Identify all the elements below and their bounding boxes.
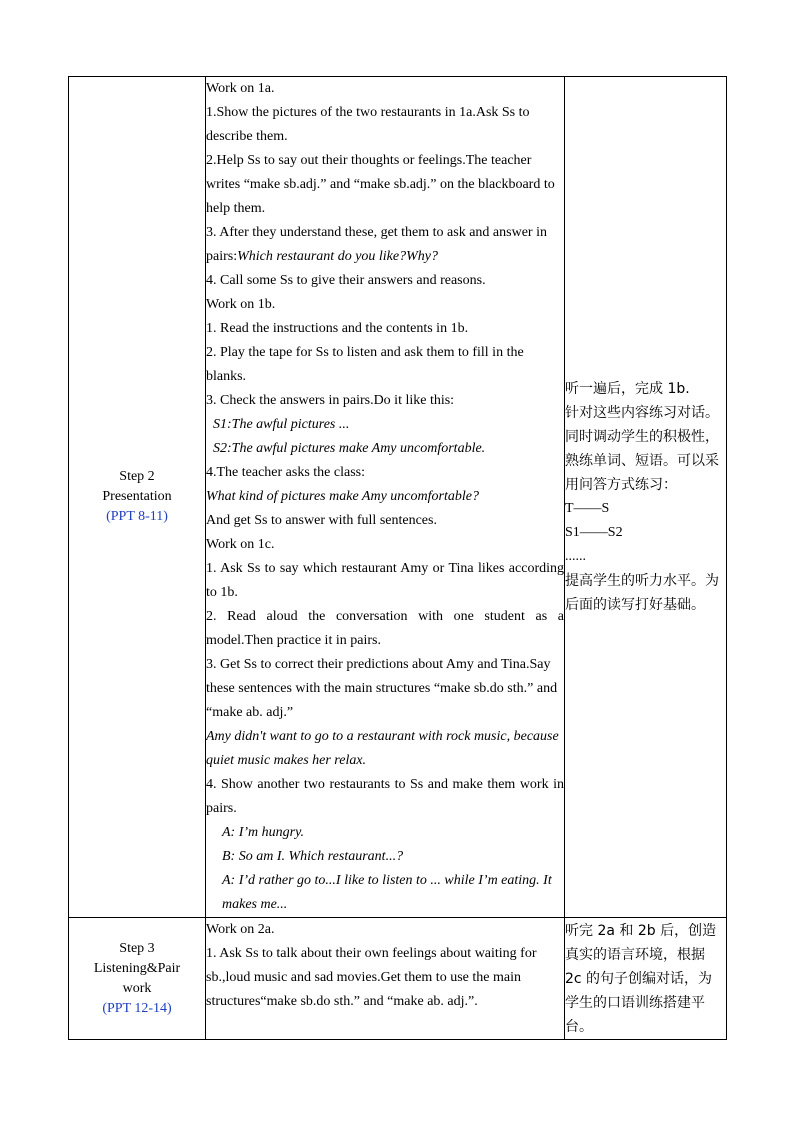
procedure-line: [206, 773, 564, 821]
procedure-line: [206, 485, 564, 509]
line-text: 2. Read aloud the conversation with one student as a model.Then practice it in pairs.: [206, 609, 564, 648]
line-text: 听完 2a 和 2b 后，创造真实的语言环境，根据 2c 的句子创编对话，为学生的口语训练搭建平台。: [565, 923, 717, 1035]
line-text: S1——S2: [565, 525, 623, 540]
procedure-line: [206, 918, 564, 942]
line-text: 1. Ask Ss to say which restaurant Amy or Tina likes according to 1b.: [206, 561, 564, 600]
procedure-line: [206, 437, 564, 461]
procedure-line: [206, 725, 564, 773]
step-cell: [69, 918, 206, 1040]
procedure-line: [206, 461, 564, 485]
table-row-step2: [69, 77, 727, 918]
procedure-line: [206, 942, 564, 1014]
line-text: What kind of pictures make Amy uncomfortable?: [206, 489, 479, 504]
procedure-line: [206, 653, 564, 725]
step-title: Presentation: [102, 489, 172, 504]
example-question: Which restaurant do you like?Why?: [237, 249, 438, 264]
procedure-cell: [206, 918, 565, 1040]
line-text: 2. Play the tape for Ss to listen and ask them to fill in the blanks.: [206, 345, 524, 384]
procedure-line: [206, 557, 564, 605]
line-text: Work on 2a.: [206, 922, 275, 937]
line-text: ......: [565, 549, 586, 564]
line-text: S2:The awful pictures make Amy uncomfortable.: [213, 441, 486, 456]
note-line: [565, 569, 726, 617]
note-line: [565, 377, 726, 401]
line-text: 听一遍后，完成 1b.: [565, 381, 690, 397]
line-text: 3. After they understand these, get them to ask and answer in pairs:: [206, 225, 547, 264]
ppt-range: (PPT 8-11): [106, 509, 168, 524]
procedure-cell: [206, 77, 565, 918]
line-text: B: So am I. Which restaurant...?: [222, 849, 404, 864]
procedure-line: [206, 533, 564, 557]
step-title: Listening&Pair work: [93, 960, 181, 996]
line-text: 4.The teacher asks the class:: [206, 465, 365, 480]
line-text: 1.Show the pictures of the two restaurants in 1a.Ask Ss to describe them.: [206, 105, 530, 144]
procedure-line: [206, 605, 564, 653]
line-text: 提高学生的听力水平。为后面的读写打好基础。: [565, 573, 719, 613]
line-text: Amy didn't want to go to a restaurant with rock music, because quiet music makes her relax.: [206, 729, 559, 768]
procedure-line: [206, 221, 564, 269]
step-cell: [69, 77, 206, 918]
note-line: [565, 497, 726, 521]
procedure-line: [206, 845, 564, 869]
ppt-range: (PPT 12-14): [102, 1000, 172, 1016]
line-text: 3. Get Ss to correct their predictions about Amy and Tina.Say these sentences with the main structures “make sb.do sth.” and “make ab. adj.”: [206, 657, 558, 720]
line-text: Work on 1a.: [206, 81, 275, 96]
step-number: Step 2: [119, 469, 155, 484]
procedure-line: [206, 149, 564, 221]
line-text: 1. Read the instructions and the contents in 1b.: [206, 321, 469, 336]
notes-cell: [565, 77, 727, 918]
line-text: A: I’d rather go to...I like to listen to ... while I’m eating. It makes me...: [222, 873, 552, 912]
line-text: S1:The awful pictures ...: [213, 417, 350, 432]
note-line: [565, 919, 726, 1039]
line-text: And get Ss to answer with full sentences.: [206, 513, 437, 528]
note-line: [565, 401, 726, 497]
table-row-step3: [69, 918, 727, 1040]
line-text: T——S: [565, 501, 610, 516]
procedure-line: [206, 341, 564, 389]
notes-cell: [565, 918, 727, 1040]
line-text: 4. Call some Ss to give their answers and reasons.: [206, 273, 486, 288]
procedure-line: [206, 869, 564, 917]
lesson-plan-table: [68, 76, 727, 1040]
procedure-line: [206, 293, 564, 317]
note-line: [565, 521, 726, 545]
procedure-line: [206, 269, 564, 293]
procedure-line: [206, 821, 564, 845]
line-text: 1. Ask Ss to talk about their own feelings about waiting for sb.,loud music and sad movies.Get them to use the main structures“make sb.do sth.” and “make ab. adj.”.: [206, 946, 537, 1009]
procedure-line: [206, 413, 564, 437]
procedure-line: [206, 317, 564, 341]
step-number: Step 3: [119, 940, 155, 956]
procedure-line: [206, 389, 564, 413]
line-text: A: I’m hungry.: [222, 825, 305, 840]
note-line: [565, 545, 726, 569]
line-text: Work on 1b.: [206, 297, 276, 312]
line-text: 针对这些内容练习对话。同时调动学生的积极性，熟练单词、短语。可以采用问答方式练习：: [565, 405, 719, 493]
procedure-line: [206, 77, 564, 101]
procedure-line: [206, 101, 564, 149]
line-text: Work on 1c.: [206, 537, 275, 552]
procedure-line: [206, 509, 564, 533]
line-text: 3. Check the answers in pairs.Do it like this:: [206, 393, 455, 408]
line-text: 4. Show another two restaurants to Ss and make them work in pairs.: [206, 777, 564, 816]
line-text: 2.Help Ss to say out their thoughts or feelings.The teacher writes “make sb.adj.” and “make sb.adj.” on the blackboard to help them.: [206, 153, 555, 216]
